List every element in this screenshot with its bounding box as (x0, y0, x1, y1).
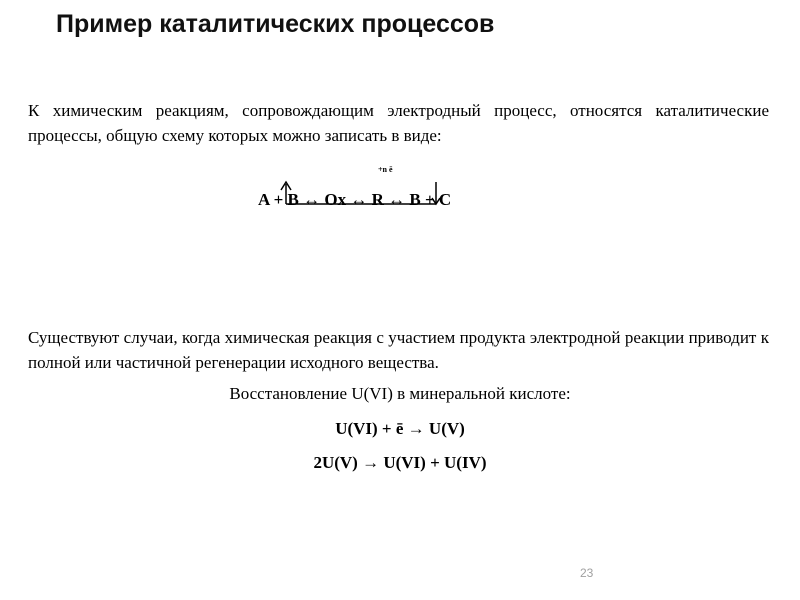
slide-title: Пример каталитических процессов (56, 10, 495, 38)
reaction-2: 2U(V) → U(VI) + U(IV) (313, 453, 487, 472)
page-number: 23 (580, 566, 594, 580)
catalytic-scheme (230, 160, 550, 220)
intro-paragraph: К химическим реакциям, сопровождающим электродный процесс, относятся каталитические процессы, общую схему которых можно записать в виде: (28, 101, 769, 145)
reaction-1: U(VI) + ē → U(V) (335, 419, 465, 438)
electron-label: +n ē (378, 165, 393, 174)
scheme-equation: A + B ↔ Ox ↔ R ↔ B + C (258, 190, 452, 209)
regeneration-paragraph: Существуют случаи, когда химическая реакция с участием продукта электродной реакции приводит к полной или частичной регенерации исходного вещества. (28, 328, 769, 372)
example-caption: Восстановление U(VI) в минеральной кислоте: (229, 384, 571, 403)
